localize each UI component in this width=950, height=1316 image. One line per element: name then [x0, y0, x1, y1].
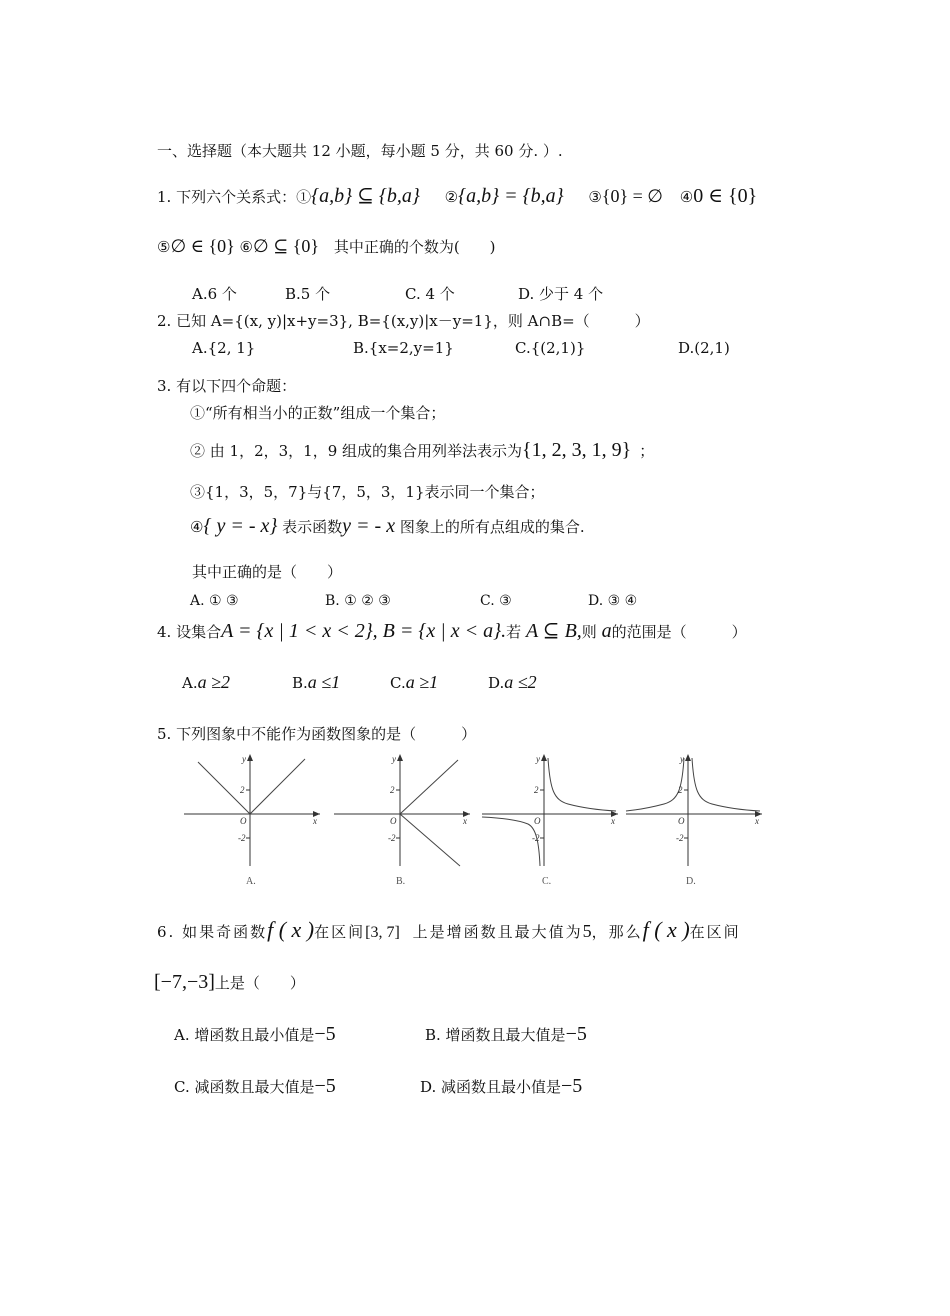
graph-d-right-branch [692, 758, 760, 811]
q4-stem [157, 621, 747, 642]
q4-option-c [390, 672, 438, 693]
q3-stem: 3. 有以下四个命题： [157, 377, 297, 395]
tick-label-neg: -2 [388, 833, 396, 843]
tick-label-neg: -2 [676, 833, 684, 843]
q3-p4-num: ④ [190, 518, 204, 536]
q5-graph-d [622, 750, 767, 890]
q1-r2-expr: {a,b} = {b,a} [458, 185, 564, 207]
q1-option-a: A.6 个 [192, 285, 237, 303]
q3-option-a: A. ① ③ [190, 593, 239, 609]
q4-expr: A = {x | 1 < x < 2}, B = {x | x < a}. [221, 620, 507, 642]
y-axis-arrow [685, 754, 691, 761]
q2-option-b: B.{x=2,y=1} [353, 339, 454, 357]
q3-option-d: D. ③ ④ [588, 593, 638, 609]
q5-graph-b [330, 750, 475, 890]
q1-option-d: D. 少于 4 个 [518, 285, 604, 303]
tick-label-pos: 2 [534, 785, 539, 795]
q6-mid2: 上是增函数且最大值为 [412, 923, 583, 941]
q1-r1-expr: {a,b} ⊆ {b,a} [311, 185, 420, 207]
graph-d-label: D. [686, 876, 696, 887]
q2-option-a: A.{2, 1} [192, 339, 256, 357]
graph-d-left-branch [626, 758, 684, 811]
q4-option-d-label: D. [488, 674, 505, 692]
q3-p4-expr: { y = - x} [203, 515, 278, 537]
q4-option-a-label: A. [182, 674, 198, 692]
q6-stem-text: 6. 如果奇函数 [157, 923, 268, 941]
q6-option-c [174, 1076, 336, 1097]
y-axis-arrow [541, 754, 547, 761]
q6-line2 [154, 972, 305, 993]
x-axis-label: x [755, 816, 759, 826]
q6-option-b-val: −5 [565, 1023, 587, 1045]
q6-option-c-text: C. 减函数且最大值是 [174, 1078, 315, 1096]
origin-label: O [678, 816, 685, 826]
q1-r3-num: ③ [588, 188, 602, 206]
y-axis-label: y [536, 754, 540, 764]
q6-f: f ( x ) [267, 917, 315, 942]
q1-r1-num: ① [296, 188, 312, 206]
graph-c-label: C. [542, 876, 552, 887]
q3-option-b: B. ① ② ③ [325, 593, 391, 609]
y-axis-arrow [247, 754, 253, 761]
graph-a-right-ray [250, 759, 305, 814]
tick-label-neg: -2 [238, 833, 246, 843]
q3-option-c: C. ③ [480, 593, 512, 609]
q3-p3: ③{1，3，5，7}与{7，5，3，1}表示同一个集合； [190, 483, 545, 501]
section-title: 一、选择题（本大题共 12 小题，每小题 5 分，共 60 分. ）. [157, 142, 563, 160]
tick-label-neg: -2 [532, 833, 540, 843]
q1-r6-num: ⑥ [239, 238, 253, 256]
q6-option-d-text: D. 减函数且最小值是 [420, 1078, 562, 1096]
q2-stem: 2. 已知 A={(x, y)|x+y=3}, B={(x,y)|x－y=1}，则 A∩B=（ ） [157, 312, 650, 330]
q1-option-b: B.5 个 [285, 285, 331, 303]
q1-option-c: C. 4 个 [405, 285, 455, 303]
tick-label-pos: 2 [390, 785, 395, 795]
q3-p2-text: ② 由 1，2，3，1，9 组成的集合用列举法表示为 [190, 442, 523, 460]
q4-option-d-expr: a ≤2 [504, 672, 537, 692]
q1-r4-expr: 0 ∈ {0} [693, 185, 758, 207]
q1-tail: 其中正确的个数为( ) [333, 238, 496, 256]
q5-stem: 5. 下列图象中不能作为函数图象的是（ ） [157, 725, 477, 743]
q1-line2 [157, 236, 496, 257]
graph-a-label: A. [246, 876, 256, 887]
y-axis-label: y [680, 754, 684, 764]
q3-p4 [190, 516, 585, 537]
q3-p2 [190, 440, 654, 461]
graph-c-right-branch [548, 758, 616, 811]
q4-var: a [601, 620, 612, 642]
q6-interval2: [−7,−3] [154, 971, 215, 993]
q2-option-d: D.(2,1) [678, 339, 730, 357]
q4-option-c-expr: a ≥1 [405, 672, 439, 692]
q3-p4-func: y = - x [342, 515, 396, 537]
origin-label: O [534, 816, 541, 826]
q6-option-b-text: B. 增函数且最大值是 [425, 1026, 566, 1044]
tick-label-pos: 2 [678, 785, 683, 795]
q5-graph-c [478, 750, 623, 890]
q1-r5-expr: ∅ ∈ {0} [170, 236, 235, 256]
y-axis-arrow [397, 754, 403, 761]
q6-f2: f ( x ) [642, 917, 690, 942]
q4-tail: 的范围是（ ） [611, 623, 747, 641]
origin-label: O [390, 816, 397, 826]
q4-stem-text: 4. 设集合 [157, 623, 222, 641]
graph-b-lower-ray [400, 814, 460, 866]
q4-cond: A ⊆ B, [525, 620, 582, 642]
x-axis-label: x [463, 816, 467, 826]
q6-option-d [420, 1076, 582, 1097]
q4-option-b [292, 672, 340, 693]
q4-option-a [182, 672, 230, 693]
q4-option-b-expr: a ≤1 [307, 672, 341, 692]
q1-r6-expr: ∅ ⊆ {0} [252, 236, 320, 256]
q4-option-a-expr: a ≥2 [197, 672, 230, 692]
q6-stem [157, 917, 741, 943]
q1-r3-expr: {0} = ∅ [601, 186, 663, 206]
x-axis-label: x [611, 816, 615, 826]
tick-label-pos: 2 [240, 785, 245, 795]
q6-option-b [425, 1024, 587, 1045]
q6-mid1: 在区间 [314, 923, 366, 941]
q6-mid3: ，那么 [591, 923, 643, 941]
q6-max: 5 [582, 921, 592, 941]
q2-option-c: C.{(2,1)} [515, 339, 586, 357]
q4-then: 则 [581, 623, 597, 641]
q3-tail: 其中正确的是（ ） [192, 563, 343, 581]
q4-option-c-label: C. [390, 674, 406, 692]
q1-stem [157, 186, 757, 207]
q6-tail: 上是（ ） [214, 974, 305, 992]
q6-interval1: [3, 7] [365, 924, 400, 941]
q4-if: 若 [506, 623, 522, 641]
y-axis-label: y [242, 754, 246, 764]
q1-r5-num: ⑤ [157, 238, 171, 256]
q3-p1: ①“所有相当小的正数”组成一个集合； [190, 404, 446, 422]
q3-p4-end: 图象上的所有点组成的集合. [399, 518, 585, 536]
origin-label: O [240, 816, 247, 826]
q1-r4-num: ④ [679, 188, 694, 206]
q6-option-d-val: −5 [561, 1075, 583, 1097]
q4-option-d [488, 672, 537, 693]
x-axis-label: x [313, 816, 317, 826]
q6-mid4: 在区间 [689, 923, 741, 941]
y-axis-label: y [392, 754, 396, 764]
q6-option-a-text: A. 增函数且最小值是 [174, 1026, 315, 1044]
q4-option-b-label: B. [292, 674, 308, 692]
q5-graph-a [180, 750, 325, 890]
q6-option-a [174, 1024, 336, 1045]
graph-b-label: B. [396, 876, 406, 887]
q6-option-a-val: −5 [314, 1023, 336, 1045]
q1-r2-num: ② [444, 188, 459, 206]
q3-p4-mid: 表示函数 [282, 518, 343, 536]
graph-b-upper-ray [400, 760, 458, 814]
q3-p2-expr: {1, 2, 3, 1, 9} [522, 439, 632, 461]
q1-stem-text: 1. 下列六个关系式： [157, 188, 297, 206]
q3-p2-end: ； [639, 442, 655, 460]
q6-option-c-val: −5 [314, 1075, 336, 1097]
